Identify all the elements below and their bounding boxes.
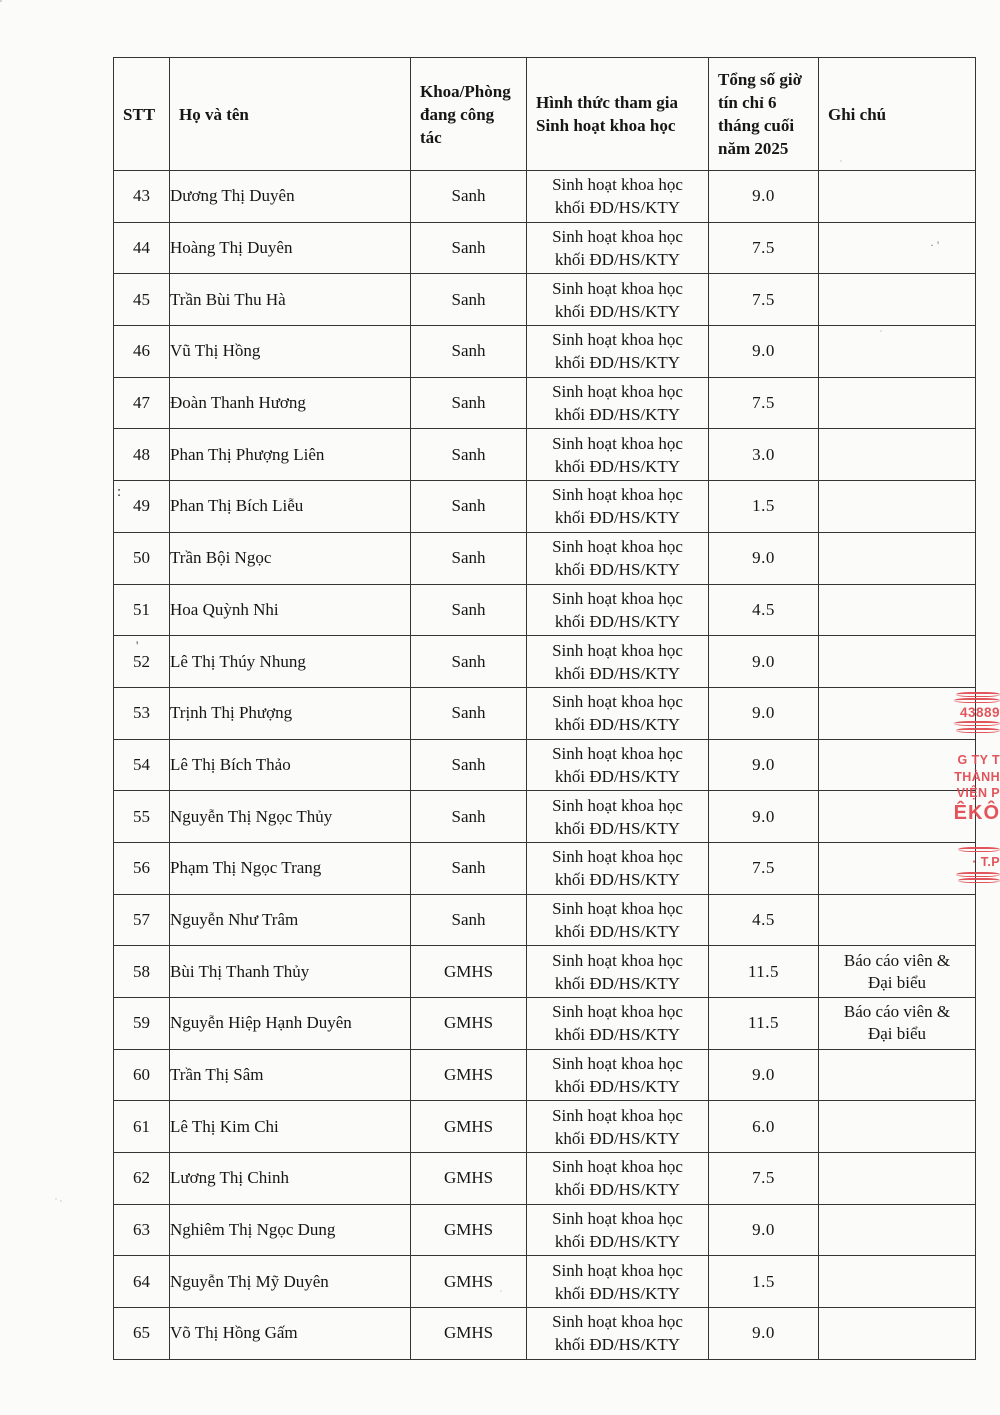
row-stt: 48 [114,429,170,481]
row-dept: GMHS [411,1308,527,1360]
row-note [819,1256,976,1308]
row-dept: Sanh [411,274,527,326]
row-note [819,998,976,1050]
row-hours: 4.5 [709,584,819,636]
row-form [527,791,709,843]
row-form-line: khối ĐD/HS/KTY [554,611,681,631]
header-note: Ghi chú [819,58,976,171]
row-stt: 56 [114,842,170,894]
row-hours: 7.5 [709,274,819,326]
row-form-line: khối ĐD/HS/KTY [554,405,681,425]
stamp-gap [946,824,1000,846]
pen-mark: · ' [930,238,940,252]
table-row [114,222,976,274]
row-note-line: Đại biểu [867,1024,927,1044]
row-dept: Sanh [411,687,527,739]
row-dept: Sanh [411,377,527,429]
row-dept: Sanh [411,791,527,843]
stamp-text-line: THÀNH [954,769,1000,784]
table-row [114,429,976,481]
table-row [114,1049,976,1101]
row-form-line: Sinh hoạt khoa học [552,1002,683,1022]
row-form [527,1204,709,1256]
row-name: Lê Thị Thúy Nhung [170,636,411,688]
row-form-line: Sinh hoạt khoa học [552,640,683,660]
row-form-line: Sinh hoạt khoa học [552,1105,683,1125]
row-form-line: Sinh hoạt khoa học [552,278,683,298]
row-stt: 65 [114,1308,170,1360]
row-note [819,429,976,481]
row-form-line: khối ĐD/HS/KTY [554,1025,681,1045]
table-row [114,1153,976,1205]
row-name: Lê Thị Bích Thảo [170,739,411,791]
row-hours: 11.5 [709,946,819,998]
row-hours: 7.5 [709,222,819,274]
row-form [527,998,709,1050]
row-form-line: Sinh hoạt khoa học [552,950,683,970]
row-name: Võ Thị Hồng Gấm [170,1308,411,1360]
pen-mark: ' [136,638,139,653]
row-hours: 9.0 [709,1308,819,1360]
table-row [114,791,976,843]
row-form [527,171,709,223]
row-dept: GMHS [411,998,527,1050]
row-form-line: khối ĐD/HS/KTY [554,250,681,270]
row-form [527,1256,709,1308]
row-hours: 3.0 [709,429,819,481]
row-stt: 44 [114,222,170,274]
row-stt: 58 [114,946,170,998]
row-note [819,1308,976,1360]
row-form-line: Sinh hoạt khoa học [552,898,683,918]
row-name: Nguyễn Như Trâm [170,894,411,946]
row-dept: Sanh [411,842,527,894]
table-row [114,1101,976,1153]
row-name: Nguyễn Hiệp Hạnh Duyên [170,998,411,1050]
row-form [527,894,709,946]
row-name: Lê Thị Kim Chi [170,1101,411,1153]
pen-mark: : [117,484,122,500]
row-name: Trần Bùi Thu Hà [170,274,411,326]
stamp-text-line: ÊKÔ [953,801,1000,824]
stamp-arc-line [956,728,1000,733]
table-row [114,1256,976,1308]
header-stt: STT [114,58,170,171]
row-form [527,429,709,481]
row-hours: 9.0 [709,171,819,223]
row-stt: 52 [114,636,170,688]
row-note [819,1153,976,1205]
row-form-line: khối ĐD/HS/KTY [554,353,681,373]
row-stt: 49 [114,481,170,533]
row-form-line: Sinh hoạt khoa học [552,588,683,608]
row-form-line: khối ĐD/HS/KTY [554,1180,681,1200]
row-form-line: khối ĐD/HS/KTY [554,1335,681,1355]
table-row [114,894,976,946]
table-row [114,1308,976,1360]
row-form-line: khối ĐD/HS/KTY [554,560,681,580]
row-form [527,481,709,533]
table-row [114,171,976,223]
row-form-line: khối ĐD/HS/KTY [554,715,681,735]
row-stt: 57 [114,894,170,946]
row-dept: Sanh [411,894,527,946]
row-name: Trần Bội Ngọc [170,532,411,584]
table-row [114,687,976,739]
row-name: Nghiêm Thị Ngọc Dung [170,1204,411,1256]
row-form-line: khối ĐD/HS/KTY [554,301,681,321]
row-name: Hoàng Thị Duyên [170,222,411,274]
row-form-line: Sinh hoạt khoa học [552,1054,683,1074]
row-form [527,222,709,274]
stamp-text-line: · T.P [972,854,1000,869]
table-row [114,377,976,429]
row-form [527,326,709,378]
stamp-text-line: G TY T [957,753,1000,767]
row-hours: 9.0 [709,1049,819,1101]
row-form-line: Sinh hoạt khoa học [552,1157,683,1177]
table-row [114,998,976,1050]
row-form [527,946,709,998]
row-name: Trịnh Thị Phượng [170,687,411,739]
row-form [527,532,709,584]
row-dept: Sanh [411,584,527,636]
row-hours: 9.0 [709,687,819,739]
row-dept: GMHS [411,1256,527,1308]
row-dept: Sanh [411,326,527,378]
row-name: Nguyễn Thị Ngọc Thủy [170,791,411,843]
row-stt: 45 [114,274,170,326]
row-dept: Sanh [411,636,527,688]
row-form-line: Sinh hoạt khoa học [552,433,683,453]
row-hours: 7.5 [709,1153,819,1205]
row-stt: 61 [114,1101,170,1153]
row-note [819,1049,976,1101]
row-hours: 11.5 [709,998,819,1050]
row-stt: 62 [114,1153,170,1205]
row-form-line: Sinh hoạt khoa học [552,330,683,350]
row-name: Vũ Thị Hồng [170,326,411,378]
row-form-line: khối ĐD/HS/KTY [554,1283,681,1303]
row-stt: 54 [114,739,170,791]
row-form-line: khối ĐD/HS/KTY [554,456,681,476]
red-stamp-fragment [946,690,1000,870]
table-header-row [114,58,976,171]
row-form-line: khối ĐD/HS/KTY [554,818,681,838]
row-form-line: Sinh hoạt khoa học [552,485,683,505]
row-note [819,377,976,429]
row-form-line: Sinh hoạt khoa học [552,847,683,867]
stamp-arc-line [954,721,1000,726]
row-stt: 63 [114,1204,170,1256]
row-dept: Sanh [411,222,527,274]
row-note [819,636,976,688]
row-hours: 1.5 [709,481,819,533]
row-stt: 47 [114,377,170,429]
row-name: Đoàn Thanh Hương [170,377,411,429]
row-note [819,1101,976,1153]
row-dept: Sanh [411,171,527,223]
table-row [114,532,976,584]
row-hours: 9.0 [709,1204,819,1256]
stamp-gap [946,734,1000,752]
row-stt: 60 [114,1049,170,1101]
row-note [819,946,976,998]
row-name: Phan Thị Phượng Liên [170,429,411,481]
row-form-line: khối ĐD/HS/KTY [554,1128,681,1148]
row-name: Phan Thị Bích Liễu [170,481,411,533]
row-hours: 7.5 [709,377,819,429]
stamp-text-line: VIỆN P [956,786,1000,800]
row-form [527,584,709,636]
row-form [527,1308,709,1360]
row-note [819,326,976,378]
stamp-arc-line [956,692,1000,697]
row-note-line: Báo cáo viên & [843,1002,951,1022]
table-row [114,946,976,998]
row-form-line: khối ĐD/HS/KTY [554,870,681,890]
row-note [819,171,976,223]
row-form-line: khối ĐD/HS/KTY [554,921,681,941]
row-form [527,274,709,326]
row-form-line: Sinh hoạt khoa học [552,1260,683,1280]
row-hours: 1.5 [709,1256,819,1308]
row-note [819,532,976,584]
row-note [819,222,976,274]
stamp-arc-line [958,847,1000,852]
table-row [114,326,976,378]
row-dept: Sanh [411,532,527,584]
scan-noise [0,0,2,2]
row-form-line: Sinh hoạt khoa học [552,175,683,195]
row-form-line: Sinh hoạt khoa học [552,382,683,402]
row-form-line: khối ĐD/HS/KTY [554,1232,681,1252]
row-note [819,481,976,533]
row-form [527,1101,709,1153]
row-note [819,584,976,636]
table-row [114,739,976,791]
header-name: Họ và tên [170,58,411,171]
row-form-line: khối ĐD/HS/KTY [554,766,681,786]
row-form [527,739,709,791]
row-hours: 7.5 [709,842,819,894]
row-form-line: khối ĐD/HS/KTY [554,198,681,218]
table-row [114,274,976,326]
row-form [527,1153,709,1205]
row-name: Phạm Thị Ngọc Trang [170,842,411,894]
row-note-line: Đại biểu [867,972,927,992]
row-form-line: Sinh hoạt khoa học [552,537,683,557]
row-form [527,636,709,688]
row-form [527,842,709,894]
stamp-arc-line [958,878,1000,883]
row-stt: 55 [114,791,170,843]
row-stt: 59 [114,998,170,1050]
header-form: Hình thức tham gia Sinh hoạt khoa học [527,58,709,171]
row-name: Trần Thị Sâm [170,1049,411,1101]
row-dept: Sanh [411,739,527,791]
row-name: Hoa Quỳnh Nhi [170,584,411,636]
row-dept: Sanh [411,481,527,533]
row-hours: 9.0 [709,791,819,843]
stamp-number: 43889 [959,704,1000,720]
row-form-line: khối ĐD/HS/KTY [554,1077,681,1097]
table-row [114,842,976,894]
row-hours: 9.0 [709,636,819,688]
row-form-line: Sinh hoạt khoa học [552,692,683,712]
stamp-arc-line [956,872,1000,877]
row-note-line: Báo cáo viên & [843,950,951,970]
header-hours: Tổng số giờ tín chỉ 6 tháng cuối năm 2025 [709,58,819,171]
row-dept: GMHS [411,946,527,998]
table-row [114,636,976,688]
stamp-arc-line [954,698,1000,703]
row-form-line: khối ĐD/HS/KTY [554,973,681,993]
row-hours: 9.0 [709,739,819,791]
row-dept: GMHS [411,1153,527,1205]
participation-hours-table [113,57,976,1360]
table-row [114,481,976,533]
row-form-line: Sinh hoạt khoa học [552,227,683,247]
row-name: Bùi Thị Thanh Thủy [170,946,411,998]
row-hours: 4.5 [709,894,819,946]
row-form [527,1049,709,1101]
table-row [114,584,976,636]
row-form-line: Sinh hoạt khoa học [552,743,683,763]
row-stt: 53 [114,687,170,739]
row-dept: GMHS [411,1204,527,1256]
row-dept: Sanh [411,429,527,481]
row-dept: GMHS [411,1049,527,1101]
row-stt: 46 [114,326,170,378]
row-form [527,377,709,429]
row-hours: 9.0 [709,532,819,584]
header-dept: Khoa/Phòng đang công tác [411,58,527,171]
row-form [527,687,709,739]
row-stt: 64 [114,1256,170,1308]
row-form-line: Sinh hoạt khoa học [552,1209,683,1229]
row-note [819,1204,976,1256]
row-stt: 50 [114,532,170,584]
row-form-line: Sinh hoạt khoa học [552,1312,683,1332]
row-note [819,894,976,946]
row-name: Dương Thị Duyên [170,171,411,223]
row-dept: GMHS [411,1101,527,1153]
row-stt: 51 [114,584,170,636]
row-form-line: khối ĐD/HS/KTY [554,508,681,528]
row-note [819,274,976,326]
row-name: Lương Thị Chinh [170,1153,411,1205]
row-stt: 43 [114,171,170,223]
row-hours: 9.0 [709,326,819,378]
row-hours: 6.0 [709,1101,819,1153]
table-row [114,1204,976,1256]
row-form-line: khối ĐD/HS/KTY [554,663,681,683]
row-name: Nguyễn Thị Mỹ Duyên [170,1256,411,1308]
row-form-line: Sinh hoạt khoa học [552,795,683,815]
